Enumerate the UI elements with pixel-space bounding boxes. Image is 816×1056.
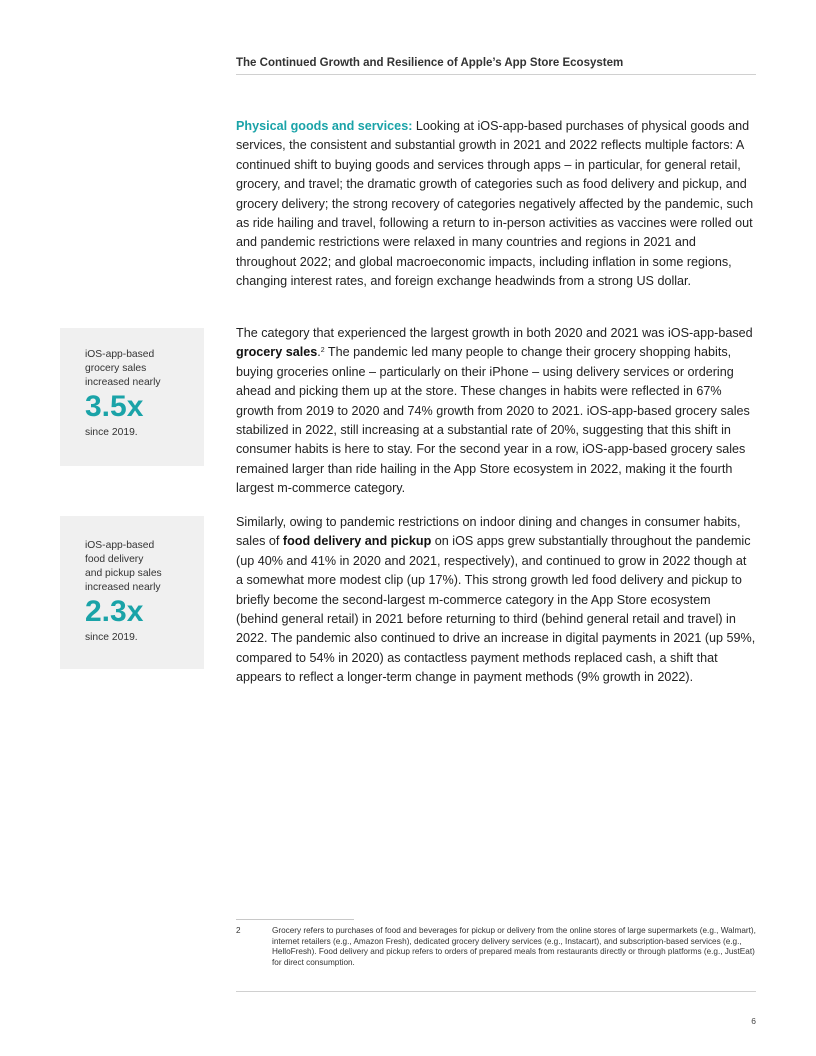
paragraph-lead-heading: Physical goods and services: <box>236 119 413 133</box>
callout-stat-value: 3.5x <box>85 390 144 423</box>
callout-grocery-growth <box>60 328 204 466</box>
paragraph-grocery-sales <box>236 324 756 499</box>
paragraph-body: Looking at iOS-app-based purchases of physical goods and services, the consistent and substantial growth in 2021 and 2022 reflects multiple factors: A continued shift to buying goods and services through apps – in particular, for general retail, grocery, and travel; the dramatic growth of categories such as food delivery and pickup, and grocery delivery; the strong recovery of categories negatively affected by the pandemic, such as ride hailing and travel, following a return to in-person activities as vaccines were rolled out and pandemic restrictions were relaxed in many countries and regions in 2021 and throughout 2022; and global macroeconomic impacts, including inflation in some regions, changing interest rates, and foreign exchange headwinds from a strong US dollar. <box>236 119 754 289</box>
header-divider <box>236 74 756 75</box>
footnote-text: Grocery refers to purchases of food and beverages for pickup or delivery from the online stores of large supermarkets (e.g., Walmart), internet retailers (e.g., Amazon Fresh), dedicated grocery delivery services (e.g., Instacart), and subscription-based services (e.g., HelloFresh). Food delivery and pickup refers to orders of prepared meals from restaurants directly or through platforms (e.g., JustEat) for direct consumption. <box>272 926 756 967</box>
callout-caption: iOS-app-based food delivery and pickup sales increased nearly <box>85 540 162 593</box>
footnote-reference[interactable]: 2 <box>320 347 325 355</box>
highlight-term-grocery-sales: grocery sales <box>236 345 318 360</box>
callout-stat-value: 2.3x <box>85 595 144 628</box>
footnote-divider <box>236 919 354 920</box>
paragraph-body: Similarly, owing to pandemic restrictions on indoor dining and changes in consumer habits, sales of <box>236 515 741 549</box>
page-header-title: The Continued Growth and Resilience of Apple’s App Store Ecosystem <box>236 57 624 69</box>
callout-suffix: since 2019. <box>85 632 138 643</box>
footer-divider <box>236 991 756 992</box>
callout-caption: iOS-app-based grocery sales increased nearly <box>85 349 161 388</box>
paragraph-food-delivery <box>236 513 756 688</box>
paragraph-body: on iOS apps grew substantially throughout the pandemic (up 40% and 41% in 2020 and 2021, respectively), and continued to grow in 2022 though at a somewhat more modest clip (up 17%). This strong growth led food delivery and pickup to briefly become the second-largest m-commerce category in the App Store ecosystem (behind general retail) in 2021 before returning to third (behind general retail and travel) in 2022. The pandemic also continued to drive an increase in digital payments in 2021 (up 59%, compared to 54% in 2020) as contactless payment methods replaced cash, a shift that appears to reflect a longer-term change in payment methods (9% growth in 2022). <box>236 534 756 685</box>
paragraph-physical-goods <box>236 117 756 292</box>
paragraph-body: . <box>317 345 321 360</box>
footnote <box>236 926 756 968</box>
callout-suffix: since 2019. <box>85 427 138 438</box>
page-number: 6 <box>751 1016 756 1026</box>
paragraph-body: The category that experienced the largest growth in both 2020 and 2021 was iOS-app-based <box>236 326 753 340</box>
callout-food-delivery-growth <box>60 516 204 669</box>
highlight-term-food-delivery: food delivery and pickup <box>282 534 432 549</box>
footnote-number: 2 <box>236 926 241 935</box>
paragraph-body: The pandemic led many people to change their grocery shopping habits, buying groceries online – particularly on their iPhone – using delivery services or ordering ahead and picking them up at the store. These changes in habits were reflected in 67% growth from 2019 to 2020 and 74% growth from 2020 to 2021. iOS-app-based grocery sales stabilized in 2022, still increasing at a substantial rate of 20%, suggesting that this shift in consumer habits is here to stay. For the second year in a row, iOS-app-based grocery sales remained larger than ride hailing in the App Store ecosystem in 2022, making it the fourth largest m-commerce category. <box>236 345 750 496</box>
